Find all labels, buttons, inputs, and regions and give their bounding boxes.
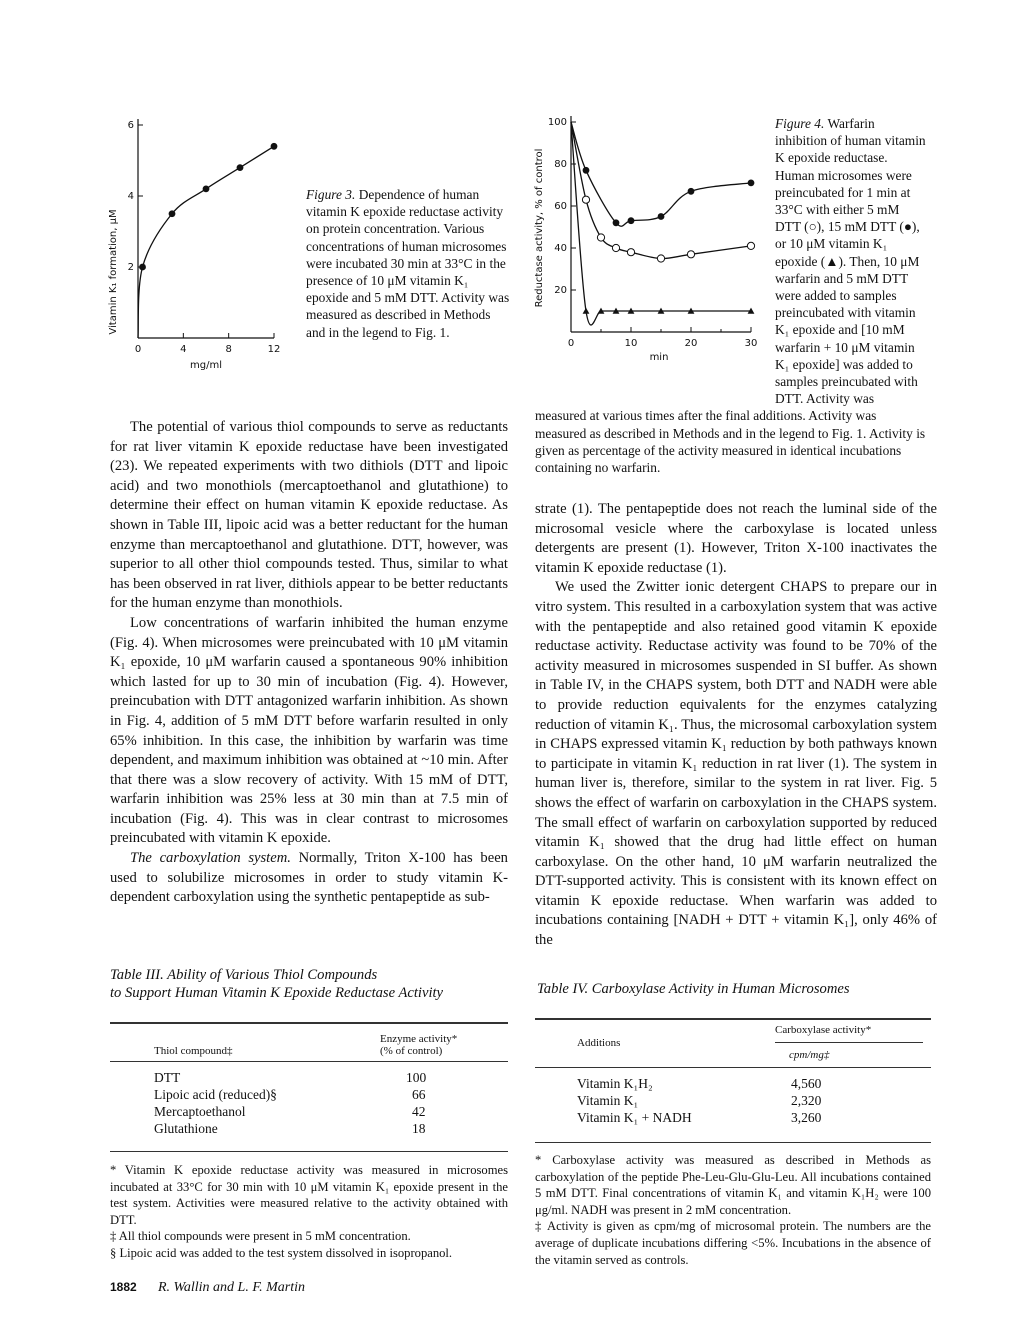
figure-4-caption-label: Figure 4. — [775, 116, 825, 131]
table-row — [535, 1092, 931, 1109]
table-3-col-activity-line-2: (% of control) — [380, 1045, 443, 1057]
table-4-addition: Vitamin K₁ + NADH — [577, 1110, 692, 1125]
table-4-footnote-2: ‡ Activity is given as cpm/mg of microsomal protein. The numbers are the average of duplicate incubations differing <5%. Incubations in the absence of the vitamin served as controls. — [535, 1219, 931, 1267]
table-4-unit: cpm/mg‡ — [789, 1049, 830, 1061]
figure-3-caption — [306, 186, 512, 341]
series-line-0 — [138, 146, 274, 338]
table-3-title — [110, 966, 508, 1002]
table-3-footnote-1: * Vitamin K epoxide reductase activity was measured in microsomes incubated at 33°C for 30 min with 10 μM vitamin K₁ epoxide present in the test system. Activities were measured relative to the activity obtained with DTT. — [110, 1163, 508, 1227]
table-3-footnote-3: § Lipoic acid was added to the test system dissolved in isopropanol. — [110, 1245, 453, 1260]
table-3-col-compound: Thiol compound‡ — [154, 1045, 233, 1057]
table-4-addition: Vitamin K₁H₂ — [577, 1076, 653, 1091]
left-paragraph-1: The potential of various thiol compounds to serve as reductants for rat liver vitamin K epoxide reductase have been investigated (23). We repeated experiments with two dithiols (DTT and lipoic acid) and two monothiols (mercaptoethanol and glutathione) to determine their effect on human vitamin K epoxide reductase. As shown in Table III, lipoic acid was a better reductant for the human enzyme than mercaptoethanol and glutathione. DTT, however, was superior to all other thiol compounds tested. Thus, similar to what has been observed in rat liver, dithiols appear to be better reductants for the human enzyme than monothiols. — [110, 419, 508, 612]
table-3-title-line-1: Table III. Ability of Various Thiol Compounds — [110, 967, 378, 983]
x-tick-label: 4 — [180, 344, 187, 355]
carboxylation-system-heading: The carboxylation system. — [130, 850, 291, 867]
table-3-activity: 18 — [412, 1121, 426, 1136]
figure-4-caption-text: Warfarin inhibition of human vitamin K epoxide reductase. Human microsomes were preincubated for 1 min at 33°C with either 5 mM DTT (○), 15 mM DTT (●), or 10 μM vitamin K₁ epoxide (▲). Then, 10 μM warfarin and 5 mM DTT were added to samples preincubated with vitamin K₁ epoxide and [10 mM warfarin + 10 μM vitamin K₁ epoxide] was added to samples preincubated with DTT. Activity was measured at various times after the final additions. Activity was measured as described in Methods and in the legend to Fig. 1. Activity is given as percentage of the activity measured in identical incubations containing no warfarin. — [535, 116, 926, 476]
x-tick-label: 12 — [267, 344, 281, 355]
fig3-xlabel: mg/ml — [190, 360, 222, 371]
table-3-activity: 42 — [412, 1104, 426, 1119]
table-3-compound: Mercaptoethanol — [154, 1104, 246, 1119]
x-tick-label: 20 — [684, 338, 698, 349]
table-3-top-rule — [110, 1022, 508, 1024]
table-row — [535, 1109, 931, 1136]
fig4-xlabel: min — [649, 352, 669, 363]
table-4-grid — [535, 1022, 931, 1136]
table-3-footnotes — [110, 1162, 508, 1262]
page-authors: R. Wallin and L. F. Martin — [157, 1280, 305, 1295]
data-point-filled-circle — [203, 186, 210, 193]
table-3-compound: Glutathione — [154, 1121, 218, 1136]
y-tick-label: 80 — [554, 159, 567, 170]
table-row — [110, 1120, 508, 1147]
figure-4-caption-block — [535, 115, 775, 403]
table-4-activity: 4,560 — [791, 1076, 822, 1091]
table-4-footnotes — [535, 1152, 931, 1268]
x-tick-label: 8 — [225, 344, 232, 355]
table-3-col-activity-line-1: Enzyme activity* — [380, 1033, 458, 1045]
figure-3-caption-text: Dependence of human vitamin K epoxide reductase activity on protein concentration. Various concentrations of human microsomes were incubated 30 min at 33°C in the presence of 10 μM vitamin K₁ epoxide and 5 mM DTT. Activity was measured as described in Methods and in the legend to Fig. 1. — [306, 187, 510, 340]
x-tick-label: 30 — [744, 338, 758, 349]
table-4 — [535, 980, 931, 1268]
table-4-header-row — [535, 1022, 931, 1068]
fig3-ylabel: Vitamin K₁ formation, μM — [108, 209, 119, 335]
data-point-filled-circle — [271, 143, 278, 150]
table-3-activity: 66 — [412, 1087, 426, 1102]
data-point-filled-circle — [139, 264, 146, 271]
table-3-compound: DTT — [154, 1070, 181, 1085]
table-4-col-activity — [775, 1022, 931, 1068]
y-tick-label: 100 — [547, 117, 567, 128]
data-point-filled-circle — [169, 210, 176, 217]
table-row — [110, 1062, 508, 1087]
table-3-activity: 100 — [406, 1070, 427, 1085]
table-4-bottom-rule — [535, 1142, 931, 1143]
table-4-col-additions: Additions — [577, 1036, 621, 1049]
table-4-top-rule — [535, 1018, 931, 1020]
table-4-footnote-1: * Carboxylase activity was measured as described in Methods as carboxylation of the peptide Phe-Leu-Glu-Glu-Leu. All incubations contained 5 mM DTT. Final concentrations of vitamin K₁ and vitamin K₁H₂ were 100 μg/ml. NADH was present in 2 mM concentration. — [535, 1153, 931, 1217]
table-4-addition: Vitamin K₁ — [577, 1093, 639, 1108]
left-paragraph-3-text: Normally, Triton X-100 has been used to solubilize microsomes in order to study vitamin K-dependent carboxylation using the synthetic pentapeptide as sub- — [110, 850, 508, 906]
x-tick-label: 10 — [624, 338, 638, 349]
right-paragraph-1: strate (1). The pentapeptide does not reach the luminal side of the microsomal vesicle where the carboxylase is located unless detergents are present (1). However, Triton X-100 inactivates the vitamin K epoxide reductase (1). — [535, 501, 937, 576]
y-tick-label: 6 — [127, 120, 134, 131]
left-paragraph-3 — [110, 849, 508, 908]
table-row — [110, 1103, 508, 1120]
table-3 — [110, 966, 508, 1262]
y-tick-label: 40 — [554, 243, 567, 254]
table-3-header-row — [110, 1027, 508, 1062]
table-3-footnote-2: ‡ All thiol compounds were present in 5 mM concentration. — [110, 1229, 411, 1244]
y-tick-label: 20 — [554, 285, 567, 296]
table-4-title: Table IV. Carboxylase Activity in Human Microsomes — [537, 981, 850, 997]
right-column — [535, 500, 937, 951]
table-3-title-line-2: to Support Human Vitamin K Epoxide Reductase Activity — [110, 985, 444, 1001]
fig4-ylabel: Reductase activity, % of control — [534, 148, 545, 308]
y-tick-label: 4 — [127, 191, 134, 202]
page-number: 1882 — [110, 1280, 137, 1294]
data-point-filled-circle — [237, 164, 244, 171]
table-4-activity: 3,260 — [791, 1110, 822, 1125]
table-4-activity: 2,320 — [791, 1093, 822, 1108]
x-tick-label: 0 — [567, 338, 575, 349]
table-3-col-activity — [380, 1027, 508, 1062]
table-3-compound: Lipoic acid (reduced)§ — [154, 1087, 277, 1102]
table-row — [535, 1068, 931, 1093]
left-paragraph-2: Low concentrations of warfarin inhibited the human enzyme (Fig. 4). When microsomes were preincubated with 10 μM vitamin K₁ epoxide, 10 μM warfarin caused a spontaneous 90% inhibition which lasted for up to 30 min of incubation (Fig. 4). However, preincubation with DTT antagonized warfarin inhibition. As shown in Fig. 4, addition of 5 mM DTT before warfarin resulted in only 65% inhibition. In this case, the inhibition by warfarin was time dependent, and maximum inhibition was obtained at ~10 min. After that there was a slow recovery of activity. With 15 mM of DTT, warfarin inhibition was 25% less at 30 min than at 7.5 min of incubation (Fig. 4). This was in clear contrast to microsomes preincubated with vitamin K epoxide. — [110, 614, 508, 847]
table-3-grid — [110, 1027, 508, 1147]
figure-4-caption — [535, 115, 927, 476]
table-row — [110, 1086, 508, 1103]
y-tick-label: 60 — [554, 201, 567, 212]
figure-3-caption-label: Figure 3. — [306, 187, 356, 202]
page-footer — [110, 1279, 305, 1296]
figure-3-plot — [100, 110, 290, 370]
left-column — [110, 418, 508, 908]
table-4-col-activity-label: Carboxylase activity* — [775, 1024, 923, 1043]
table-3-bottom-rule — [110, 1151, 508, 1152]
right-paragraph-2: We used the Zwitter ionic detergent CHAPS to prepare our in vitro system. This resulted in a carboxylation system that was active with the pentapeptide and also retained good vitamin K epoxide reductase activity. Reductase activity was found to be 70% of the activity measured in microsomes suspended in SI buffer. As shown in Table IV, in the CHAPS system, both DTT and NADH were able to provide reduction equivalents for the enzymes catalyzing reduction of vitamin K₁. Thus, the microsomal carboxylation system in CHAPS expressed vitamin K₁ reduction by both pathways known to participate in vitamin K₁ reduction in rat liver (1). The system in human liver is, therefore, similar to the system in rat liver. Fig. 5 shows the effect of warfarin on carboxylation in the CHAPS system. The small effect of warfarin on carboxylation supported by reduced vitamin K₁ showed that the drug had little effect on human carboxylase. On the other hand, 10 μM warfarin neutralized the DTT-supported activity. This is consistent with its known effect on vitamin K epoxide reductase. When warfarin was added to incubations containing [NADH + DTT + vitamin K₁], only 46% of the — [535, 579, 937, 949]
y-tick-label: 2 — [127, 262, 134, 273]
figure-3 — [100, 110, 290, 380]
x-tick-label: 0 — [134, 344, 142, 355]
